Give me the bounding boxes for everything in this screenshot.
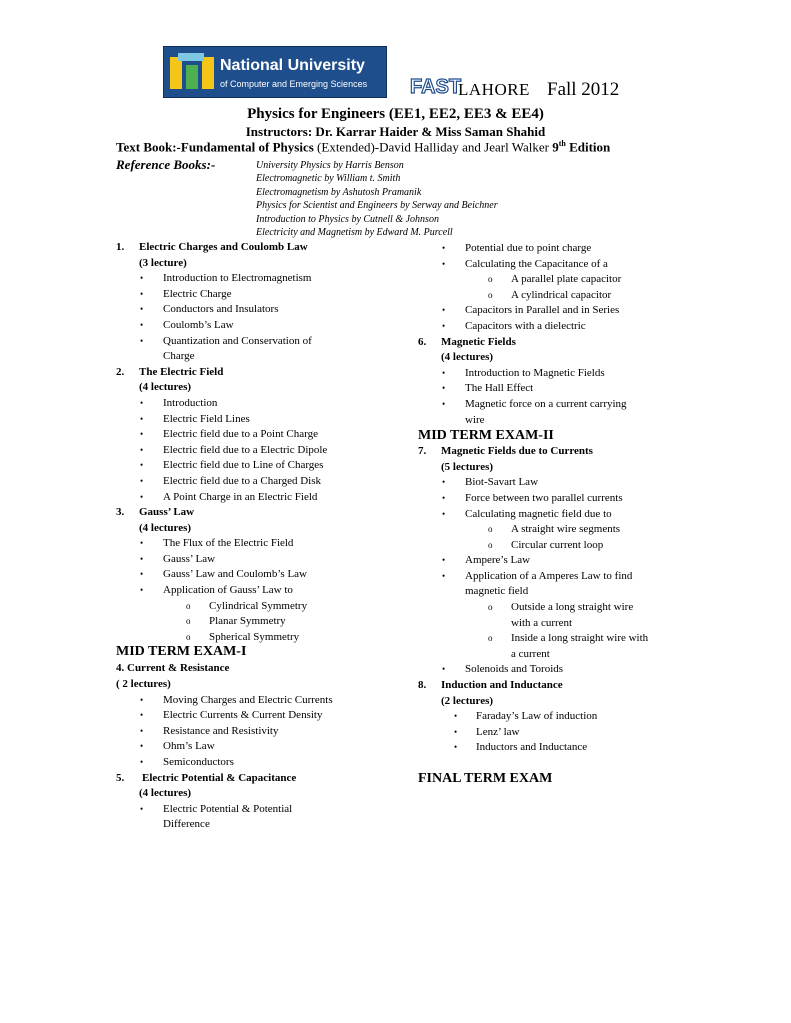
bullet: •: [442, 664, 446, 675]
sub-bullet: o: [488, 524, 493, 535]
sub-bullet: o: [488, 539, 493, 550]
section-number: 2.: [116, 365, 125, 378]
bullet: •: [442, 258, 446, 269]
topic-item: Resistance and Resistivity: [163, 724, 279, 737]
term-label: Fall 2012: [547, 79, 620, 100]
lecture-count: (4 lectures): [441, 351, 494, 364]
topic-item: Moving Charges and Electric Currents: [163, 693, 333, 706]
textbook-edition-num: 9: [552, 139, 559, 155]
topic-item: Electric Field Lines: [163, 412, 250, 425]
bullet: •: [442, 367, 446, 378]
topic-item: Lenz’ law: [476, 725, 520, 738]
sub-bullet: o: [488, 602, 493, 613]
national-university-logo: [163, 46, 387, 98]
logo-subtitle: of Computer and Emerging Sciences: [220, 79, 368, 89]
topic-item: Quantization and Conservation of: [163, 334, 312, 347]
bullet: •: [442, 243, 446, 253]
topic-item: The Hall Effect: [465, 382, 534, 395]
subtopic-item-continued: a current: [511, 647, 550, 660]
reference-item: Electromagnetism by Ashutosh Pramanik: [256, 186, 422, 198]
topic-item: Biot-Savart Law: [465, 476, 539, 489]
reference-books-label: Reference Books:-: [116, 157, 216, 172]
bullet: •: [442, 383, 446, 394]
topic-item: Faraday’s Law of induction: [476, 710, 598, 723]
bullet: •: [140, 710, 144, 721]
section-title: The Electric Field: [139, 365, 224, 378]
section-number: 3.: [116, 506, 125, 519]
sub-bullet: o: [186, 616, 191, 627]
reference-item: Introduction to Physics by Cutnell & Johnson: [256, 213, 439, 225]
topic-item-continued: Difference: [163, 818, 210, 831]
topic-item-continued: Charge: [163, 350, 195, 363]
topic-item-continued: wire: [465, 413, 485, 426]
course-title: Physics for Engineers (EE1, EE2, EE3 & EE4): [247, 106, 544, 122]
reference-item: Physics for Scientist and Engineers by Serway and Beichner: [256, 200, 498, 212]
bullet: •: [140, 335, 144, 346]
sub-bullet: o: [186, 600, 191, 611]
reference-item: University Physics by Harris Benson: [256, 160, 404, 171]
bullet: •: [454, 726, 458, 737]
textbook-label: Text Book:-Fundamental of Physics: [116, 139, 314, 155]
textbook-edition-word: Edition: [565, 139, 611, 155]
section-number: 6.: [418, 335, 427, 348]
fast-logo-text: FAST: [410, 76, 462, 98]
topic-item: A Point Charge in an Electric Field: [163, 490, 318, 503]
bullet: •: [442, 398, 446, 409]
topic-item: Capacitors in Parallel and in Series: [465, 304, 620, 317]
bullet: •: [140, 569, 144, 580]
instructors: Instructors: Dr. Karrar Haider & Miss Saman Shahid: [245, 124, 546, 139]
section-title: Magnetic Fields due to Currents: [441, 445, 593, 458]
bullet: •: [140, 803, 144, 814]
topic-item: Introduction to Electromagnetism: [163, 272, 312, 285]
lecture-count: (4 lectures): [139, 381, 192, 394]
section-number: 8.: [418, 679, 427, 692]
subtopic-item-continued: with a current: [511, 616, 573, 629]
section-number: 7.: [418, 445, 427, 458]
topic-item: Gauss’ Law: [163, 552, 216, 565]
topic-item: Electric Currents & Current Density: [163, 709, 323, 722]
reference-item: Electromagnetic by William t. Smith: [256, 173, 401, 185]
topic-item: Electric field due to a Point Charge: [163, 428, 318, 441]
mid-term-exam-2: MID TERM EXAM-II: [418, 428, 554, 444]
topic-item: Electric field due to a Charged Disk: [163, 474, 322, 487]
topic-item: Introduction: [163, 396, 218, 409]
lecture-count: (4 lectures): [139, 521, 192, 534]
bullet: •: [140, 741, 144, 752]
bullet: •: [140, 397, 144, 408]
topic-item: Introduction to Magnetic Fields: [465, 366, 605, 379]
topic-item: Ampere’s Law: [465, 554, 531, 567]
subtopic-item: Outside a long straight wire: [511, 601, 634, 614]
sub-bullet: o: [186, 631, 191, 642]
textbook-edition-sup: th: [558, 139, 566, 148]
bullet: •: [140, 273, 144, 284]
section-title: Magnetic Fields: [441, 335, 516, 348]
logo-name: National University: [220, 57, 365, 74]
topic-item: Force between two parallel currents: [465, 491, 623, 504]
topic-item: Calculating magnetic field due to: [465, 507, 612, 520]
topic-item: Electric field due to a Electric Dipole: [163, 443, 328, 456]
topic-item: Semiconductors: [163, 756, 234, 768]
subtopic-item: Inside a long straight wire with: [511, 632, 649, 645]
lecture-count: (4 lectures): [139, 787, 192, 800]
subtopic-item: A cylindrical capacitor: [511, 288, 612, 301]
bullet: •: [140, 304, 144, 315]
bullet: •: [140, 538, 144, 549]
bullet: •: [140, 553, 144, 564]
bullet: •: [454, 711, 458, 722]
bullet: •: [442, 570, 446, 581]
bullet: •: [140, 429, 144, 440]
topic-item: Solenoids and Toroids: [465, 663, 564, 676]
nu-emblem-icon: [168, 51, 218, 95]
section-title: Electric Potential & Capacitance: [142, 771, 297, 784]
section-number: 1.: [116, 241, 125, 253]
reference-list: [256, 159, 498, 239]
bullet: •: [442, 477, 446, 488]
bullet: •: [442, 305, 446, 316]
topic-item: Capacitors with a dielectric: [465, 319, 586, 332]
section-title: Gauss’ Law: [139, 506, 195, 519]
section-title: Electric Charges and Coulomb Law: [139, 241, 308, 253]
topic-item: Electric field due to Line of Charges: [163, 459, 324, 472]
textbook-line: [116, 139, 610, 155]
bullet: •: [442, 320, 446, 331]
sub-bullet: o: [488, 633, 493, 644]
bullet: •: [140, 694, 144, 705]
topic-item: Electric Charge: [163, 287, 232, 300]
section-number: 5.: [116, 771, 125, 784]
section-title: 4. Current & Resistance: [116, 662, 230, 675]
reference-item: Electricity and Magnetism by Edward M. Purcell: [256, 227, 453, 239]
bullet: •: [140, 757, 144, 767]
topic-item: Gauss’ Law and Coulomb’s Law: [163, 568, 307, 581]
topic-item: The Flux of the Electric Field: [163, 537, 294, 550]
final-term-exam: FINAL TERM EXAM: [418, 770, 553, 786]
subtopic-item: Cylindrical Symmetry: [209, 599, 308, 612]
subtopic-item: Spherical Symmetry: [209, 630, 300, 643]
topic-item: Conductors and Insulators: [163, 303, 279, 316]
bullet: •: [140, 444, 144, 455]
topic-item: Application of Gauss’ Law to: [163, 584, 293, 597]
bullet: •: [140, 475, 144, 486]
topic-item: Coulomb’s Law: [163, 318, 234, 331]
bullet: •: [140, 288, 144, 299]
subtopic-item: A parallel plate capacitor: [511, 273, 622, 286]
bullet: •: [442, 555, 446, 566]
topic-item: Potential due to point charge: [465, 242, 592, 254]
topic-item: Calculating the Capacitance of a: [465, 257, 608, 270]
textbook-authors: (Extended)-David Halliday and Jearl Walker: [313, 139, 553, 155]
campus-label: LAHORE: [458, 80, 530, 99]
topic-item: Electric Potential & Potential: [163, 802, 293, 815]
topic-item: Magnetic force on a current carrying: [465, 397, 627, 410]
lecture-count: (2 lectures): [441, 694, 494, 707]
bullet: •: [442, 508, 446, 519]
lecture-count: (3 lecture): [139, 256, 187, 269]
mid-term-exam-1: MID TERM EXAM-I: [116, 644, 247, 660]
subtopic-item: Circular current loop: [511, 538, 604, 551]
bullet: •: [442, 492, 446, 503]
bullet: •: [140, 491, 144, 502]
bullet: •: [140, 319, 144, 330]
sub-bullet: o: [488, 289, 493, 300]
bullet: •: [140, 460, 144, 471]
bullet: •: [140, 585, 144, 596]
lecture-count: ( 2 lectures): [116, 678, 171, 691]
subtopic-item: Planar Symmetry: [209, 615, 286, 628]
topic-item-continued: magnetic field: [465, 585, 529, 598]
topic-item: Inductors and Inductance: [476, 741, 588, 754]
bullet: •: [454, 742, 458, 753]
topic-item: Application of a Amperes Law to find: [465, 569, 633, 582]
topic-item: Ohm’s Law: [163, 740, 215, 753]
fast-logo-icon: [408, 72, 462, 98]
bullet: •: [140, 413, 144, 424]
bullet: •: [140, 725, 144, 736]
subtopic-item: A straight wire segments: [511, 523, 621, 536]
sub-bullet: o: [488, 274, 493, 285]
lecture-count: (5 lectures): [441, 460, 494, 473]
section-title: Induction and Inductance: [441, 679, 563, 692]
